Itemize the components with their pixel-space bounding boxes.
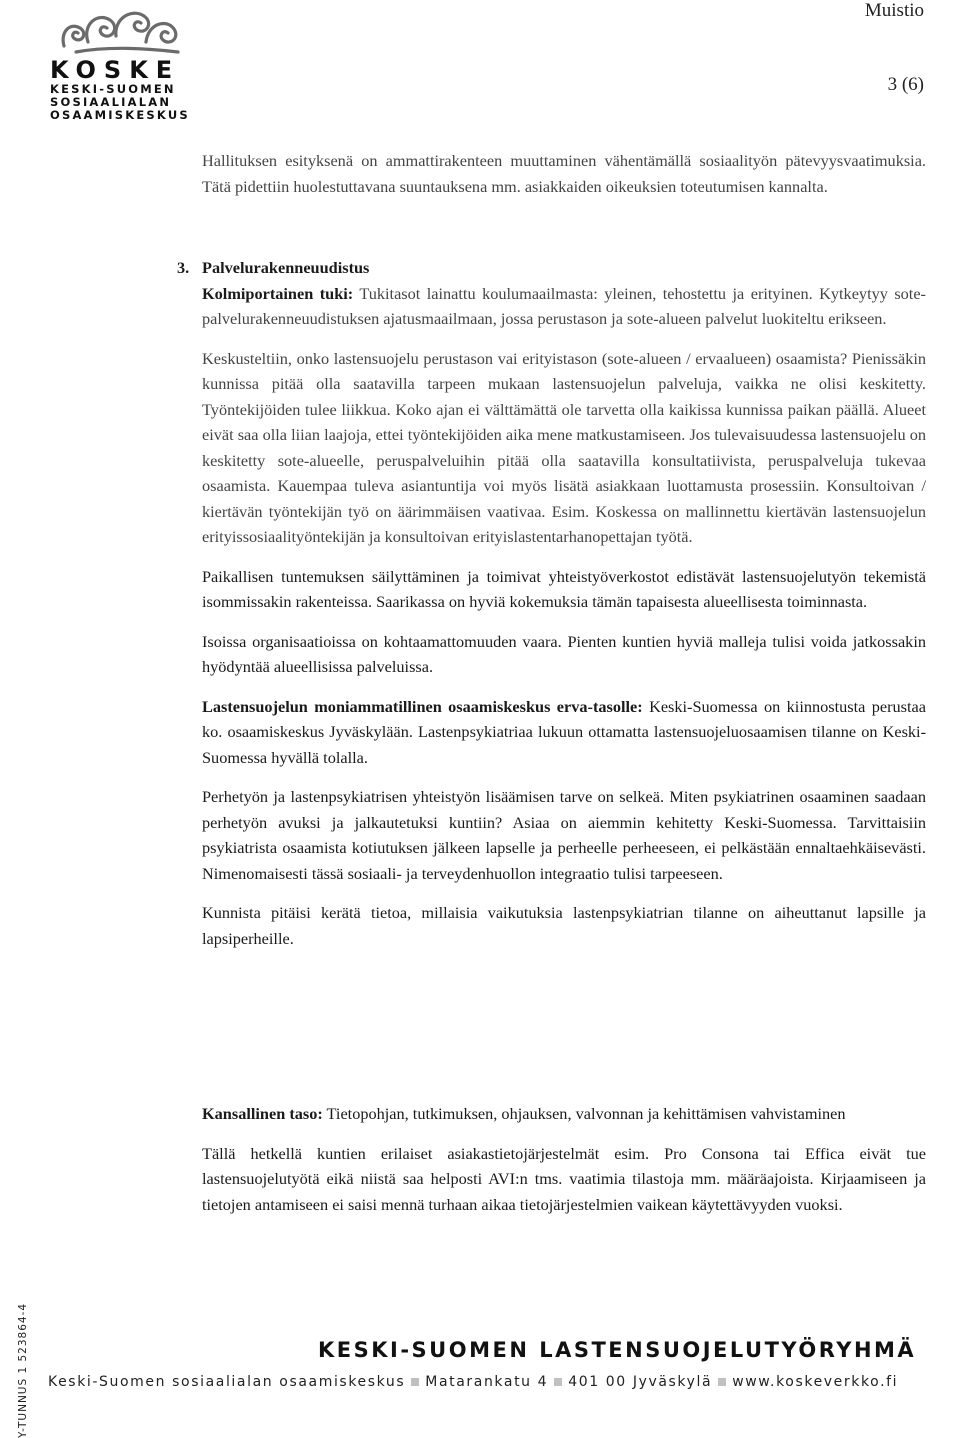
koske-logo: [50, 2, 195, 120]
business-id-text: Y-TUNNUS 1 523864-4: [17, 1302, 29, 1438]
footer-street: Matarankatu 4: [425, 1374, 549, 1390]
logo-line-3: OSAAMISKESKUS: [50, 108, 190, 122]
business-id-vertical: [3, 1272, 29, 1438]
paragraph-national-level: [202, 1101, 926, 1127]
paragraph-collect-data: Kunnista pitäisi kerätä tietoa, millaisia vaikutuksia lastenpsykiatrian tilanne on aiheuttanut lapsille ja lapsiperheille.: [202, 903, 926, 948]
paragraph-local-knowledge: Paikallisen tuntemuksen säilyttäminen ja toimivat yhteistyöverkostot edistävät lastensuojelutyön tekemistä isommissakin rakenteissa. Saarikassa on hyviä kokemuksia tämän tapaisesta alueellisesta toiminnasta.: [202, 566, 926, 611]
three-tier-text: Tukitasot lainattu koulumaailmasta: yleinen, tehostettu ja erityinen. Kytkeytyy sote-palvelurakenneuudistuksen ajatusmaailmaan, jossa perustason ja sote-alueen palvelut luokiteltu erikseen.: [202, 283, 926, 328]
separator-square-icon: [554, 1378, 562, 1386]
paragraph-large-organisations: Isoissa organisaatioissa on kohtaamattomuuden vaara. Pienten kuntien hyviä malleja tulisi voida jatkossakin hyödyntää alueellisissa palveluissa.: [202, 631, 926, 676]
footer-website-link[interactable]: www.koskeverkko.fi: [732, 1374, 899, 1390]
section-number: 3.: [177, 258, 190, 277]
logo-swirl-graphic: [58, 2, 188, 56]
three-tier-label: Kolmiportainen tuki:: [202, 283, 354, 303]
separator-square-icon: [718, 1378, 726, 1386]
footer-title: KESKI-SUOMEN LASTENSUOJELUTYÖRYHMÄ: [318, 1338, 917, 1362]
paragraph-family-work: Perhetyön ja lastenpsykiatrisen yhteistyön lisäämisen tarve on selkeä. Miten psykiatrinen osaaminen saadaan perhetyön avuksi ja jalkautetuksi kuntiin? Asiaa on aiemmin kehitetty Keski-Suomessa. Tarvittaisiin psykiatrista osaamista kotiutuksen jälkeen lapselle ja perheelle perheeseen, ei pelkästään ennaltaehkäisevästi. Nimenomaisesti tässä sosiaali- ja terveydenhuollon integraatio tulisi tarpeeseen.: [202, 787, 926, 883]
erva-centre-label: Lastensuojelun moniammatillinen osaamiskeskus erva-tasolle:: [202, 696, 643, 716]
section-heading: [177, 255, 926, 281]
section-title: Palvelurakenneuudistus: [202, 258, 370, 277]
page-number: 3 (6): [887, 74, 924, 95]
logo-line-1: KESKI-SUOMEN: [50, 82, 176, 96]
paragraph-client-systems: Tällä hetkellä kuntien erilaiset asiakastietojärjestelmät esim. Pro Consona tai Effica eivät tue lastensuojelutyötä eikä niistä saa helposti AVI:n tms. vaatimia tilastoja mm. määräajoista. Kirjaamiseen ja tietojen antamiseen ei saisi mennä turhaan aikaa tietojärjestelmien vaikean käytettävyyden vuoksi.: [202, 1143, 926, 1214]
national-section: [202, 1101, 926, 1231]
erva-centre-text: Keski-Suomessa on kiinnostusta perustaa ko. osaamiskeskus Jyväskylään. Lastenpsykiatriaa lukuun ottamatta lastensuojeluosaamisen tilanne on Keski-Suomessa hyvällä tolalla.: [202, 696, 926, 767]
logo-line-2: SOSIAALIALAN: [50, 95, 172, 109]
logo-name: KOSKE: [50, 56, 181, 84]
footer-postal: 401 00 Jyväskylä: [568, 1374, 713, 1390]
intro-paragraph: Hallituksen esityksenä on ammattirakenteen muuttaminen vähentämällä sosiaalityön pätevyysvaatimuksia. Tätä pidettiin huolestuttavana suuntauksena mm. asiakkaiden oikeuksien toteutumisen kannalta.: [202, 151, 926, 196]
national-text: Tietopohjan, tutkimuksen, ohjauksen, valvonnan ja kehittämisen vahvistaminen: [322, 1104, 846, 1123]
footer-address: [48, 1374, 898, 1390]
paragraph-erva-centre: [202, 694, 926, 771]
footer-org: Keski-Suomen sosiaalialan osaamiskeskus: [48, 1374, 406, 1390]
paragraph-three-tier-support: [202, 281, 926, 332]
national-label: Kansallinen taso:: [202, 1104, 323, 1123]
paragraph-discussion: Keskusteltiin, onko lastensuojelu perustason vai erityistason (sote-alueen / ervaalueen) osaamista? Pienissäkin kunnissa pitää olla saatavilla tarpeen mukaan lastensuojelun palveluja, vaikka ne olisi keskitetty. Työntekijöiden tulee liikkua. Koko ajan ei välttämättä ole tarvetta olla kaikissa kunnissa paikan päällä. Alueet eivät saa olla liian laajoja, ettei työntekijöiden aika mene matkustamiseen. Jos tulevaisuudessa lastensuojelu on keskitetty sote-alueelle, peruspalveluihin pitää olla saatavilla konsultatiivista, peruspalveluja tukevaa osaamista. Kauempaa tuleva asiantuntija voi myös lisätä asiakkaan luottamusta prosessiin. Konsultoivan / kiertävän työntekijän työ on äärimmäisen vaativaa. Esim. Koskessa on mallinnettu kiertävän lastensuojelun erityissosiaalityöntekijän ja konsultoivan erityislastentarhanopettajan työtä.: [202, 348, 926, 546]
document-body: [177, 148, 926, 965]
document-type: Muistio: [864, 0, 924, 21]
separator-square-icon: [411, 1378, 419, 1386]
